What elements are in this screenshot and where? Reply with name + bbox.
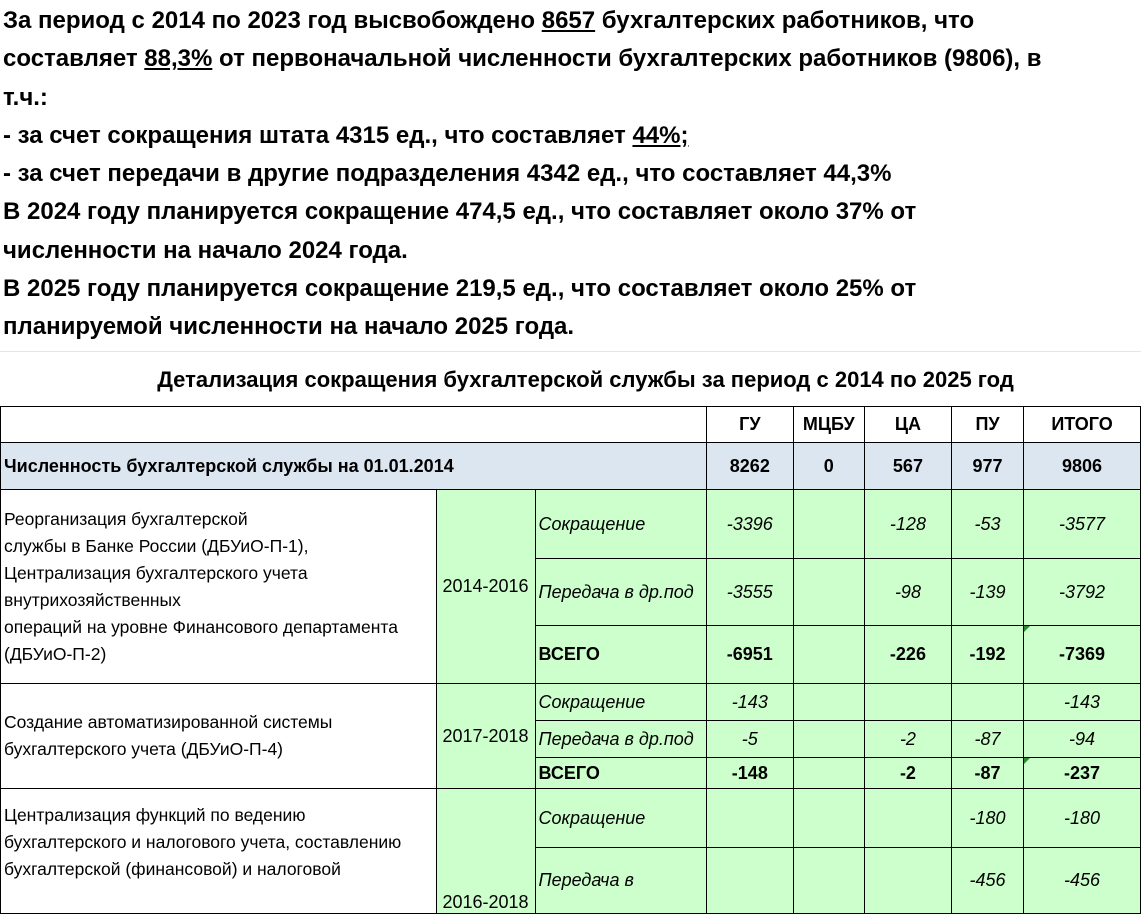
- value-cell: [793, 490, 864, 559]
- row-type: Передача в др.под: [535, 559, 706, 626]
- row-type: Сокращение: [535, 789, 706, 848]
- column-header: ЦА: [864, 407, 951, 443]
- value-cell: [793, 789, 864, 848]
- value-cell: -192: [952, 626, 1024, 684]
- intro-text-span: от первоначальной численности бухгалтерских работников (9806), в: [212, 45, 1042, 73]
- value-cell: [706, 789, 793, 848]
- row-type: ВСЕГО: [535, 758, 706, 789]
- description-line: бухгалтерской (финансовой) и налоговой: [4, 859, 341, 879]
- initial-count-value: 8262: [706, 443, 793, 490]
- description-line: Реорганизация бухгалтерской: [4, 508, 248, 529]
- value-cell: -53: [952, 490, 1024, 559]
- description-line: (ДБУиО-П-2): [4, 643, 107, 664]
- description-line: операций на уровне Финансового департамента: [4, 616, 398, 637]
- intro-line: [3, 2, 1139, 40]
- column-header: ИТОГО: [1024, 407, 1141, 443]
- period-cell: 2014-2016: [436, 490, 535, 684]
- measure-description: [1, 684, 437, 789]
- value-cell: -98: [864, 559, 951, 626]
- intro-line: [3, 40, 1139, 78]
- column-header: ПУ: [952, 407, 1024, 443]
- value-cell: -87: [952, 758, 1024, 789]
- value-cell: -180: [1024, 789, 1141, 848]
- value-cell: -128: [864, 490, 951, 559]
- value-cell: [793, 721, 864, 758]
- value-cell: -139: [952, 559, 1024, 626]
- value-cell: -94: [1024, 721, 1141, 758]
- initial-count-label: Численность бухгалтерской службы на 01.01.2014: [1, 443, 707, 490]
- value-cell: [793, 626, 864, 684]
- separator-line: [0, 351, 1141, 352]
- intro-line: - за счет передачи в другие подразделения 4342 ед., что составляет 44,3%: [3, 160, 892, 188]
- intro-text-span: составляет: [3, 45, 145, 73]
- column-header: ГУ: [706, 407, 793, 443]
- intro-line: т.ч.:: [3, 83, 48, 111]
- intro-line: В 2024 году планируется сокращение 474,5 ед., что составляет около 37% от: [3, 198, 917, 226]
- measure-description: [1, 490, 437, 684]
- released-count: 8657: [541, 7, 596, 34]
- reduction-table: [0, 406, 1141, 914]
- row-type: Передача в др.под: [535, 721, 706, 758]
- description-line: Создание автоматизированной системы: [4, 712, 333, 732]
- value-cell: -3577: [1024, 490, 1141, 559]
- row-type: Сокращение: [535, 684, 706, 721]
- description-line: Централизация функций по ведению: [4, 805, 306, 825]
- value-cell: -143: [706, 684, 793, 721]
- table-row: [1, 490, 1141, 559]
- intro-text-span: За период с 2014 по 2023 год высвобождено: [3, 7, 542, 34]
- header-blank: [1, 407, 707, 443]
- table-row: [1, 789, 1141, 848]
- value-cell: -2: [864, 721, 951, 758]
- value-cell: -143: [1024, 684, 1141, 721]
- column-header: МЦБУ: [793, 407, 864, 443]
- value-cell: -2: [864, 758, 951, 789]
- value-cell: -87: [952, 721, 1024, 758]
- initial-count-value: 0: [793, 443, 864, 490]
- row-type: Сокращение: [535, 490, 706, 559]
- intro-text-span: - за счет сокращения штата 4315 ед., что составляет: [3, 121, 633, 149]
- value-cell: [864, 789, 951, 848]
- description-line: службы в Банке России (ДБУиО-П-1),: [4, 535, 309, 556]
- initial-count-value: 9806: [1024, 443, 1141, 490]
- table-caption: Детализация сокращения бухгалтерской службы за период с 2014 по 2025 год: [157, 367, 1014, 392]
- value-cell: -3555: [706, 559, 793, 626]
- header-row: [1, 407, 1141, 443]
- value-cell: -456: [952, 848, 1024, 914]
- row-type: ВСЕГО: [535, 626, 706, 684]
- value-cell: -237: [1024, 758, 1141, 789]
- value-cell: -7369: [1024, 626, 1141, 684]
- initial-count-value: 977: [952, 443, 1024, 490]
- initial-count-value: 567: [864, 443, 951, 490]
- description-line: бухгалтерского и налогового учета, составлению: [4, 832, 402, 852]
- value-cell: -226: [864, 626, 951, 684]
- row-type: Передача в: [535, 848, 706, 914]
- intro-text-span: бухгалтерских работников, что: [595, 7, 975, 34]
- value-cell: -456: [1024, 848, 1141, 914]
- description-line: Централизация бухгалтерского учета: [4, 562, 308, 583]
- intro-line: [3, 117, 1139, 155]
- value-cell: -180: [952, 789, 1024, 848]
- intro-line: численности на начало 2024 года.: [3, 236, 408, 264]
- period-cell: 2016-2018: [436, 789, 535, 914]
- table-row: [1, 684, 1141, 721]
- released-percent: 88,3%: [144, 45, 213, 73]
- value-cell: [793, 684, 864, 721]
- description-line: бухгалтерского учета (ДБУиО-П-4): [4, 739, 284, 759]
- reduction-percent: 44%;: [632, 121, 689, 149]
- value-cell: -3792: [1024, 559, 1141, 626]
- intro-line: В 2025 году планируется сокращение 219,5 ед., что составляет около 25% от: [3, 275, 917, 303]
- value-cell: -5: [706, 721, 793, 758]
- value-cell: [864, 684, 951, 721]
- measure-description: [1, 789, 437, 914]
- description-line: внутрихозяйственных: [4, 589, 181, 610]
- value-cell: [952, 684, 1024, 721]
- value-cell: -6951: [706, 626, 793, 684]
- initial-count-row: [1, 443, 1141, 490]
- value-cell: [793, 559, 864, 626]
- intro-text: [3, 2, 1139, 347]
- value-cell: -148: [706, 758, 793, 789]
- intro-line: планируемой численности на начало 2025 года.: [3, 313, 575, 341]
- value-cell: -3396: [706, 490, 793, 559]
- value-cell: [793, 758, 864, 789]
- period-cell: 2017-2018: [436, 684, 535, 789]
